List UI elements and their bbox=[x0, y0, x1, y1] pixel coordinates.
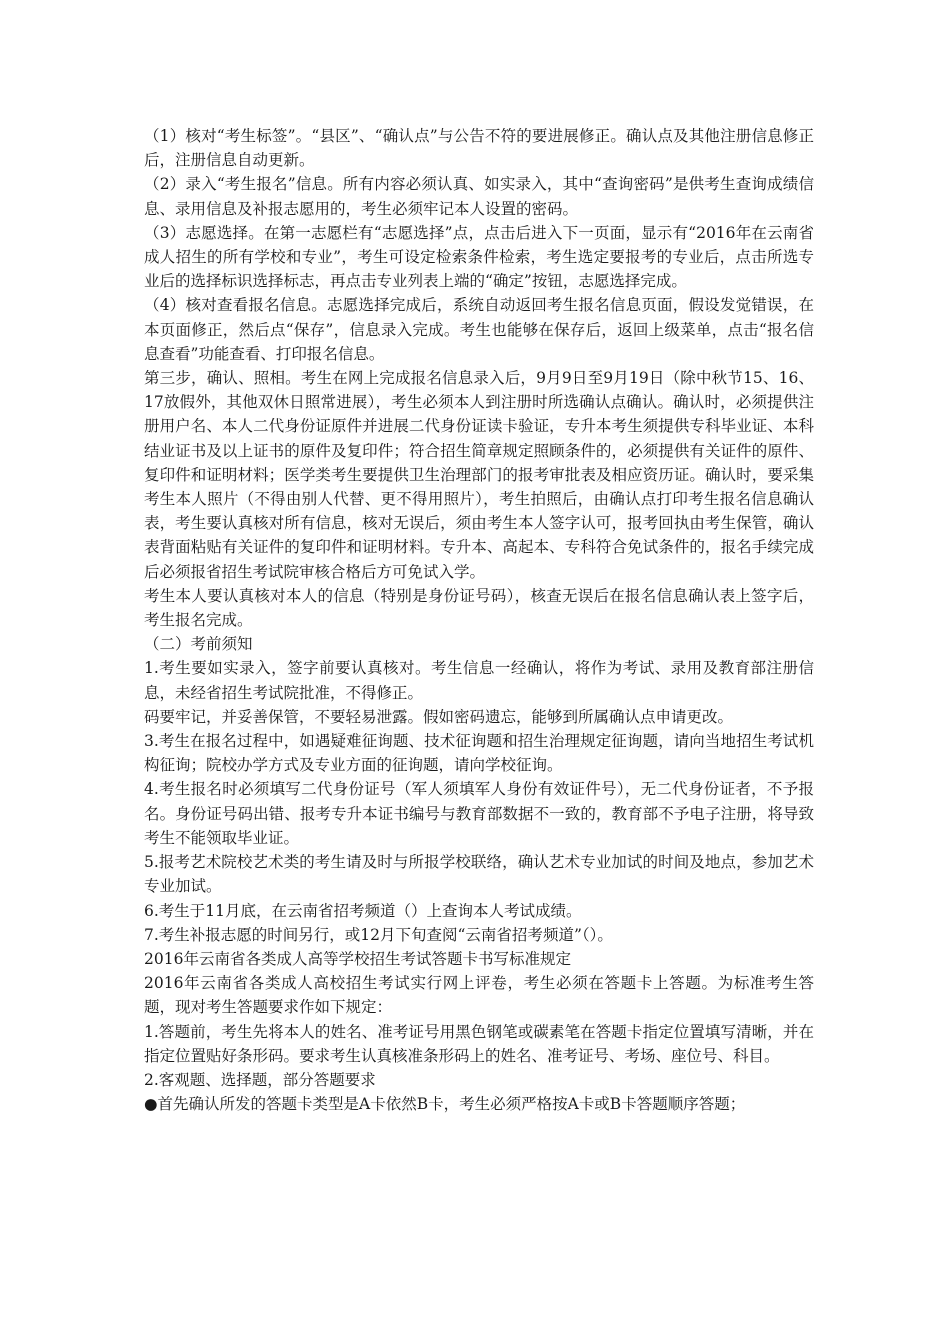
section-heading-exam-notes: （二）考前须知 bbox=[144, 635, 253, 654]
paragraph-8: 1.考生要如实录入，签字前要认真核对。考生信息一经确认，将作为考试、录用及教育部注册信息，未经省招生考试院批准，不得修正。 bbox=[144, 659, 814, 702]
paragraph-4: （4）核对查看报名信息。志愿选择完成后，系统自动返回考生报名信息页面，假设发觉错误，在本页面修正，然后点“保存”，信息录入完成。考生也能够在保存后，返回上级菜单，点击“报名信息查看”功能查看、打印报名信息。 bbox=[144, 296, 814, 363]
document-body bbox=[144, 124, 814, 1116]
paragraph-2: （2）录入“考生报名”信息。所有内容必须认真、如实录入，其中“查询密码”是供考生查询成绩信息、录用信息及补报志愿用的，考生必须牢记本人设置的密码。 bbox=[144, 175, 814, 218]
section-heading-answer-sheet-rules: 2016年云南省各类成人高等学校招生考试答题卡书写标准规定 bbox=[144, 949, 571, 968]
paragraph-16: 2016年云南省各类成人高校招生考试实行网上评卷，考生必须在答题卡上答题。为标准考生答题，现对考生答题要求作如下规定： bbox=[144, 974, 814, 1017]
paragraph-6: 考生本人要认真核对本人的信息（特别是身份证号码），核查无误后在报名信息确认表上签字后，考生报名完成。 bbox=[144, 586, 814, 630]
paragraph-5: 第三步，确认、照相。考生在网上完成报名信息录入后，9月9日至9月19日（除中秋节15、16、17放假外，其他双休日照常进展），考生必须本人到注册时所选确认点确认。确认时，必须提供注册用户名、本人二代身份证原件并进展二代身份证读卡验证，专升本考生须提供专科毕业证、本科结业证书及以上证书的原件及复印件；符合招生简章规定照顾条件的，必须提供有关证件的原件、复印件和证明材料；医学类考生要提供卫生治理部门的报考审批表及相应资历证。确认时，要采集考生本人照片（不得由别人代替、更不得用照片），考生拍照后，由确认点打印考生报名信息确认表，考生要认真核对所有信息，核对无误后，须由考生本人签字认可，报考回执由考生保管，确认表背面粘贴有关证件的复印件和证明材料。专升本、高起本、专科符合免试条件的，报名手续完成后必须报省招生考试院审核合格后方可免试入学。 bbox=[144, 369, 814, 581]
paragraph-1: （1）核对“考生标签”。“县区”、“确认点”与公告不符的要进展修正。确认点及其他注册信息修正后，注册信息自动更新。 bbox=[144, 127, 814, 170]
paragraph-18: 2.客观题、选择题，部分答题要求 bbox=[144, 1070, 376, 1089]
bullet-paragraph-19: ●首先确认所发的答题卡类型是A卡依然B卡，考生必须严格按A卡或B卡答题顺序答题； bbox=[144, 1095, 746, 1114]
paragraph-9: 码要牢记，并妥善保管，不要轻易泄露。假如密码遗忘，能够到所属确认点申请更改。 bbox=[144, 707, 734, 726]
paragraph-17: 1.答题前，考生先将本人的姓名、准考证号用黑色钢笔或碳素笔在答题卡指定位置填写清晰，并在指定位置贴好条形码。要求考生认真核准条形码上的姓名、准考证号、考场、座位号、科目。 bbox=[144, 1022, 814, 1065]
paragraph-10: 3.考生在报名过程中，如遇疑难征询题、技术征询题和招生治理规定征询题，请向当地招生考试机构征询；院校办学方式及专业方面的征询题，请向学校征询。 bbox=[144, 732, 814, 775]
paragraph-12: 5.报考艺术院校艺术类的考生请及时与所报学校联络，确认艺术专业加试的时间及地点，参加艺术专业加试。 bbox=[144, 853, 814, 896]
paragraph-3: （3）志愿选择。在第一志愿栏有“志愿选择”点，点击后进入下一页面，显示有“2016年在云南省成人招生的所有学校和专业”，考生可设定检索条件检索，考生选定要报考的专业后，点击所选专业后的选择标识选择标志，再点击专业列表上端的“确定”按钮，志愿选择完成。 bbox=[144, 223, 814, 291]
paragraph-14: 7.考生补报志愿的时间另行，或12月下旬查阅“云南省招考频道”（）。 bbox=[144, 925, 613, 944]
paragraph-13: 6.考生于11月底，在云南省招考频道（）上查询本人考试成绩。 bbox=[144, 901, 582, 920]
paragraph-11: 4.考生报名时必须填写二代身份证号（军人须填军人身份有效证件号），无二代身份证者，不予报名。身份证号码出错、报考专升本证书编号与教育部数据不一致的，教育部不予电子注册，将导致考生不能领取毕业证。 bbox=[144, 780, 814, 847]
